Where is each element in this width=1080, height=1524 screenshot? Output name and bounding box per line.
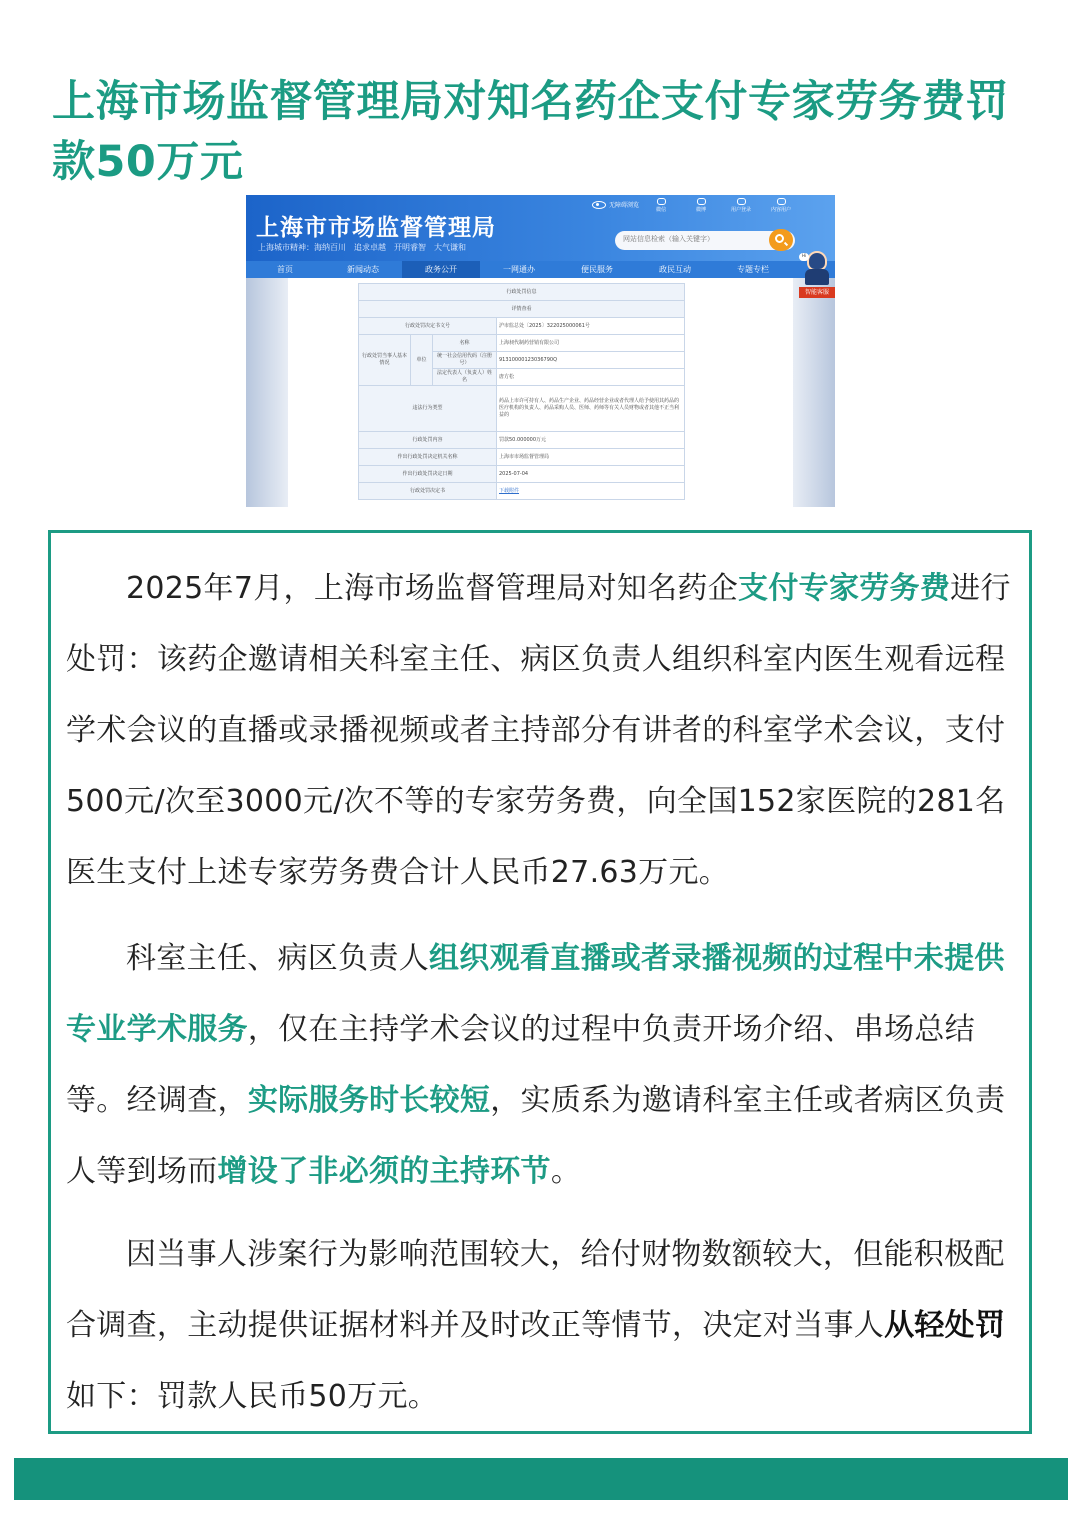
table-cell-label: 行政处罚内容 <box>359 432 497 449</box>
robot-avatar-icon <box>807 251 827 271</box>
assistant-widget[interactable] <box>799 251 835 301</box>
site-title: 上海市市场监督管理局 <box>256 215 496 241</box>
table-cell-label: 行政处罚决定书 <box>359 483 497 500</box>
table-cell-label: 作出行政处罚决定日期 <box>359 466 497 483</box>
table-subtitle: 详情查看 <box>359 301 685 318</box>
nav-home[interactable]: 首页 <box>277 265 293 274</box>
website-screenshot <box>246 195 835 507</box>
search-icon <box>775 234 784 243</box>
top-links <box>648 198 794 213</box>
highlight-text: 支付专家劳务费 <box>738 571 951 606</box>
table-row <box>359 284 685 301</box>
emphasis-text: 从轻处罚 <box>884 1308 1006 1343</box>
table-cell-label: 作出行政处罚决定机关名称 <box>359 449 497 466</box>
page-gutter-left <box>246 278 288 507</box>
highlight-text: 实际服务时长较短 <box>247 1083 491 1118</box>
site-header <box>246 195 835 261</box>
table-cell-value: 沪市监总处〔2025〕322025000061号 <box>497 318 685 335</box>
article-box <box>48 530 1032 1434</box>
robot-body <box>805 269 829 285</box>
assistant-label: 智能客服 <box>799 287 835 298</box>
search-button[interactable] <box>769 229 793 251</box>
table-row <box>359 386 685 432</box>
table-cell-value: 药品上市许可持有人、药品生产企业、药品经营企业或者代理人给予使用其药品的医疗机构的负责人、药品采购人员、医师、药师等有关人员财物或者其他不正当利益的 <box>497 386 685 432</box>
table-row <box>359 483 685 500</box>
nav-topics[interactable]: 专题专栏 <box>737 265 769 274</box>
nav-public-services[interactable]: 便民服务 <box>581 265 613 274</box>
accessibility-link[interactable] <box>592 200 639 209</box>
page-gutter-right <box>793 278 835 507</box>
top-link-weibo[interactable]: 微博 <box>688 198 714 213</box>
nav-services[interactable]: 一网通办 <box>503 265 535 274</box>
headline: 上海市场监督管理局对知名药企支付专家劳务费罚款50万元 <box>52 77 1009 187</box>
table-cell-value: 2025-07-04 <box>497 466 685 483</box>
table-cell-value: 罚款50.000000万元 <box>497 432 685 449</box>
search-box <box>615 231 795 250</box>
table-cell-label: 法定代表人（负责人）姓名 <box>433 369 497 386</box>
table-cell-label: 行政处罚决定书文号 <box>359 318 497 335</box>
user-group-icon <box>777 198 786 205</box>
top-link-login[interactable]: 用户登录 <box>728 198 754 213</box>
table-row <box>359 335 685 352</box>
table-cell-label: 统一社会信用代码（注册号） <box>433 352 497 369</box>
table-row <box>359 466 685 483</box>
top-link-content-user[interactable]: 内容用户 <box>768 198 794 213</box>
accessibility-label: 无障碍浏览 <box>609 202 640 209</box>
download-attachment-link[interactable]: 下载附件 <box>499 487 520 494</box>
paragraph-3: 因当事人涉案行为影响范围较大，给付财物数额较大，但能积极配合调查，主动提供证据材料并及时改正等情节，决定对当事人从轻处罚如下：罚款人民币50万元。 <box>66 1237 1006 1414</box>
table-cell-label: 名称 <box>433 335 497 352</box>
wechat-icon <box>657 198 666 205</box>
table-row <box>359 318 685 335</box>
table-cell-value: 91310000123036790Q <box>497 352 685 369</box>
table-title: 行政处罚信息 <box>359 284 685 301</box>
table-cell-value: 上海市市场监督管理局 <box>497 449 685 466</box>
table-cell-label: 单位 <box>411 335 433 386</box>
user-icon <box>737 198 746 205</box>
table-row <box>359 301 685 318</box>
table-cell-value: 上海昶代制药营销有限公司 <box>497 335 685 352</box>
footer-bar <box>14 1458 1068 1500</box>
nav-news[interactable]: 新闻动态 <box>347 265 379 274</box>
main-nav <box>246 261 835 278</box>
highlight-text: 增设了非必须的主持环节 <box>217 1154 551 1189</box>
paragraph-1: 2025年7月，上海市场监督管理局对知名药企支付专家劳务费进行处罚：该药企邀请相关科室主任、病区负责人组织科室内医生观看远程学术会议的直播或录播视频或者主持部分有讲者的科室学术会议，支付500元/次至3000元/次不等的专家劳务费，向全国152家医院的281名医生支付上述专家劳务费合计人民币27.63万元。 <box>66 571 1011 890</box>
eye-icon <box>592 201 606 209</box>
table-cell-label: 违法行为类型 <box>359 386 497 432</box>
table-row <box>359 449 685 466</box>
nav-gov-info[interactable]: 政务公开 <box>402 261 480 278</box>
table-cell-label: 行政处罚当事人基本情况 <box>359 335 411 386</box>
table-cell-value: 唐方松 <box>497 369 685 386</box>
highlight-text: 组织观看直播或者录播视频的过程中未提供专业学术服务 <box>66 941 1005 1047</box>
nav-interaction[interactable]: 政民互动 <box>659 265 691 274</box>
penalty-info-table <box>358 283 685 500</box>
site-slogan: 上海城市精神：海纳百川 追求卓越 开明睿智 大气谦和 <box>258 243 466 252</box>
paragraph-2: 科室主任、病区负责人组织观看直播或者录播视频的过程中未提供专业学术服务，仅在主持学术会议的过程中负责开场介绍、串场总结等。经调查，实际服务时长较短，实质系为邀请科室主任或者病区负责人等到场而增设了非必须的主持环节。 <box>66 941 1006 1189</box>
table-row <box>359 432 685 449</box>
weibo-icon <box>697 198 706 205</box>
top-link-wechat[interactable]: 微信 <box>648 198 674 213</box>
assistant-bubble: Hi <box>799 253 809 261</box>
search-input[interactable] <box>623 235 763 243</box>
